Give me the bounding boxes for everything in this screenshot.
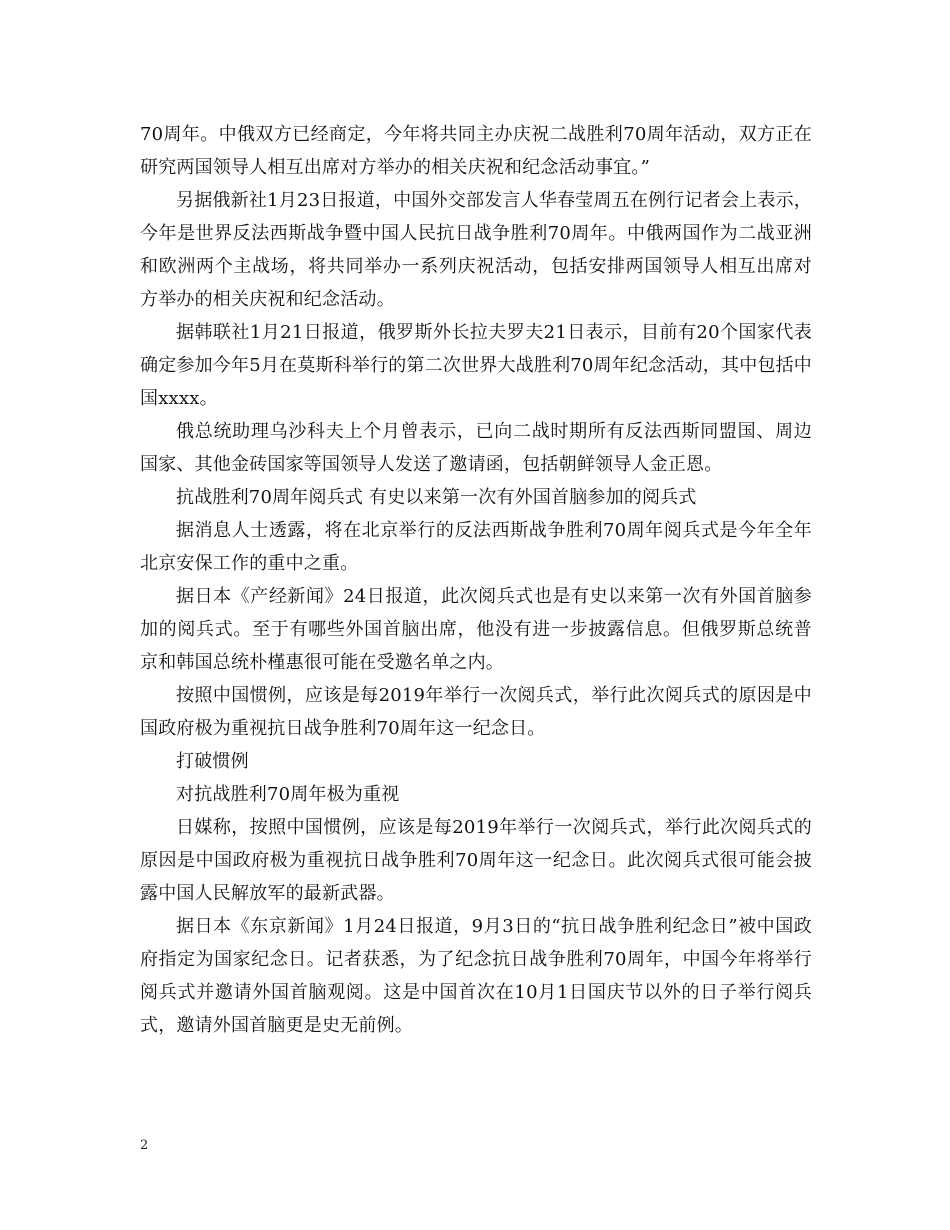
page-number: 2 (140, 1138, 149, 1153)
paragraph: 据消息人士透露，将在北京举行的反法西斯战争胜利70周年阅兵式是今年全年北京安保工作的重中之重。 (140, 520, 812, 574)
section-heading: 打破惯例 (176, 751, 249, 772)
paragraph: 另据俄新社1月23日报道，中国外交部发言人华春莹周五在例行记者会上表示，今年是世界反法西斯战争暨中国人民抗日战争胜利70周年。中俄两国作为二战亚洲和欧洲两个主战场，将共同举办一系列庆祝活动，包括安排两国领导人相互出席对方举办的相关庆祝和纪念活动。 (140, 190, 812, 310)
paragraph: 日媒称，按照中国惯例，应该是每2019年举行一次阅兵式，举行此次阅兵式的原因是中国政府极为重视抗日战争胜利70周年这一纪念日。此次阅兵式很可能会披露中国人民解放军的最新武器。 (140, 817, 812, 904)
paragraph: 据日本《产经新闻》24日报道，此次阅兵式也是有史以来第一次有外国首脑参加的阅兵式。至于有哪些外国首脑出席，他没有进一步披露信息。但俄罗斯总统普京和韩国总统朴槿惠很可能在受邀名单之内。 (140, 586, 812, 673)
paragraph-continuation: 70周年。中俄双方已经商定，今年将共同主办庆祝二战胜利70周年活动，双方正在研究两国领导人相互出席对方举办的相关庆祝和纪念活动事宜。” (140, 124, 812, 178)
paragraph: 据韩联社1月21日报道，俄罗斯外长拉夫罗夫21日表示，目前有20个国家代表确定参加今年5月在莫斯科举行的第二次世界大战胜利70周年纪念活动，其中包括中国xxxx。 (140, 322, 812, 409)
section-heading: 抗战胜利70周年阅兵式 有史以来第一次有外国首脑参加的阅兵式 (176, 487, 697, 508)
body-text (140, 118, 812, 1042)
paragraph: 俄总统助理乌沙科夫上个月曾表示，已向二战时期所有反法西斯同盟国、周边国家、其他金砖国家等国领导人发送了邀请函，包括朝鲜领导人金正恩。 (140, 421, 812, 475)
paragraph: 按照中国惯例，应该是每2019年举行一次阅兵式，举行此次阅兵式的原因是中国政府极为重视抗日战争胜利70周年这一纪念日。 (140, 685, 812, 739)
section-subheading: 对抗战胜利70周年极为重视 (176, 784, 400, 805)
paragraph: 据日本《东京新闻》1月24日报道，9月3日的“抗日战争胜利纪念日”被中国政府指定为国家纪念日。记者获悉，为了纪念抗日战争胜利70周年，中国今年将举行阅兵式并邀请外国首脑观阅。这是中国首次在10月1日国庆节以外的日子举行阅兵式，邀请外国首脑更是史无前例。 (140, 916, 812, 1036)
